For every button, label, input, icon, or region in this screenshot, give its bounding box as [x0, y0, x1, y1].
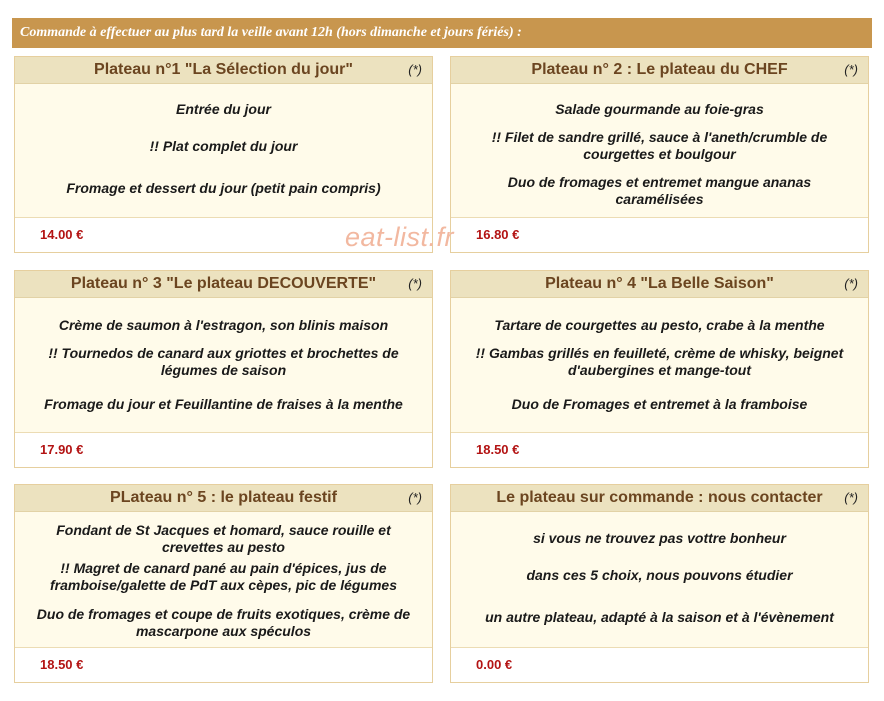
card-title: Plateau n° 4 "La Belle Saison" — [545, 275, 774, 292]
menu-line: mascarpone aux spéculos — [135, 623, 312, 639]
card-marker: (*) — [844, 276, 858, 291]
menu-line: !! Plat complet du jour — [149, 138, 298, 154]
card-footer — [451, 432, 868, 467]
menu-line: !! Magret de canard pané au pain d'épices, jus de — [60, 560, 387, 576]
price-label: 14.00 € — [40, 227, 84, 242]
menu-line: Crème de saumon à l'estragon, son blinis maison — [58, 317, 389, 333]
card-title: Plateau n°1 "La Sélection du jour" — [94, 61, 353, 78]
menu-line: Duo de fromages et entremet mangue ananas — [507, 174, 812, 190]
plateau-card-5 — [14, 484, 433, 683]
menu-line: Entrée du jour — [176, 101, 271, 117]
menu-line: dans ces 5 choix, nous pouvons étudier — [526, 567, 793, 583]
price-label: 0.00 € — [476, 657, 513, 672]
price-label: 18.50 € — [476, 442, 520, 457]
menu-line: framboise/galette de PdT aux cèpes, pic de légumes — [49, 577, 397, 593]
price-label: 16.80 € — [476, 227, 520, 242]
menu-line: Tartare de courgettes au pesto, crabe à la menthe — [494, 317, 825, 333]
price-label: 17.90 € — [40, 442, 84, 457]
card-title: Plateau n° 2 : Le plateau du CHEF — [531, 61, 788, 78]
menu-line: !! Gambas grillés en feuilleté, crème de whisky, beignet — [475, 345, 844, 361]
menu-line: Fromage et dessert du jour (petit pain compris) — [66, 180, 381, 196]
watermark-text: eat-list.fr — [345, 222, 455, 252]
menu-line: Duo de Fromages et entremet à la framboise — [511, 396, 808, 412]
card-marker: (*) — [844, 62, 858, 77]
menu-line: légumes de saison — [160, 362, 287, 378]
menu-line: !! Filet de sandre grillé, sauce à l'aneth/crumble de — [491, 129, 828, 145]
card-header — [15, 485, 432, 512]
menu-line: d'aubergines et mange-tout — [567, 362, 751, 378]
card-marker: (*) — [844, 490, 858, 505]
card-title: PLateau n° 5 : le plateau festif — [110, 489, 337, 506]
menu-line: Duo de fromages et coupe de fruits exotiques, crème de — [36, 606, 411, 622]
plateau-card-3 — [14, 270, 433, 468]
price-label: 18.50 € — [40, 657, 84, 672]
card-header — [451, 271, 868, 298]
menu-line: caramélisées — [615, 191, 704, 207]
card-footer — [451, 647, 868, 682]
plateau-card-4 — [450, 270, 869, 468]
plateau-card-custom — [450, 484, 869, 683]
card-header — [15, 271, 432, 298]
card-footer — [15, 432, 432, 467]
order-notice-banner: Commande à effectuer au plus tard la veille avant 12h (hors dimanche et jours fériés) : — [12, 18, 872, 48]
card-marker: (*) — [408, 276, 422, 291]
card-marker: (*) — [408, 490, 422, 505]
menu-line: Fondant de St Jacques et homard, sauce rouille et — [56, 522, 391, 538]
menu-line: si vous ne trouvez pas vottre bonheur — [533, 530, 786, 546]
card-footer — [15, 647, 432, 682]
card-header — [451, 485, 868, 512]
card-footer — [451, 217, 868, 252]
menu-line: !! Tournedos de canard aux griottes et brochettes de — [48, 345, 399, 361]
menu-line: Fromage du jour et Feuillantine de fraises à la menthe — [44, 396, 403, 412]
card-header — [15, 57, 432, 84]
menu-line: Salade gourmande au foie-gras — [555, 101, 764, 117]
menu-line: un autre plateau, adapté à la saison et à l'évènement — [485, 609, 834, 625]
card-title: Plateau n° 3 "Le plateau DECOUVERTE" — [70, 275, 377, 292]
card-marker: (*) — [408, 62, 422, 77]
card-header — [451, 57, 868, 84]
menu-line: crevettes au pesto — [162, 539, 285, 555]
plateau-card-2 — [450, 56, 869, 253]
menu-line: courgettes et boulgour — [583, 146, 736, 162]
card-title: Le plateau sur commande : nous contacter — [496, 489, 823, 506]
